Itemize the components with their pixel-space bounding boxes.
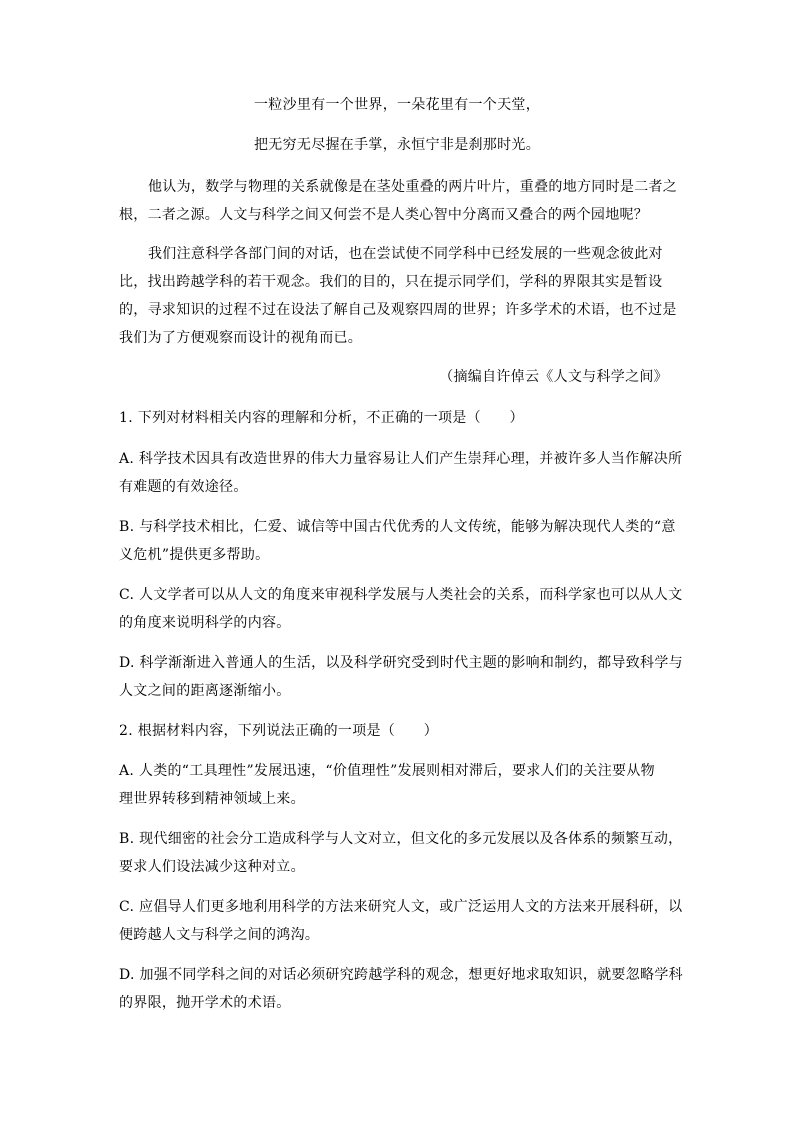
question-1-stem: 1. 下列对材料相关内容的理解和分析，不正确的一项是（ ） [119,410,524,426]
question-1-option-b-line-2: 义危机”提供更多帮助。 [119,547,270,563]
paragraph-2-line-2: 比，找出跨越学科的若干观念。我们的目的，只在提示同学们，学科的界限其实是暂设 [119,274,663,290]
paragraph-1-line-2: 根，二者之源。人文与科学之间又何尝不是人类心智中分离而又叠合的两个园地呢？ [119,207,649,223]
question-1-option-a-line-1: A. 科学技术因具有改造世界的伟大力量容易让人们产生崇拜心理，并被许多人当作解决所 [119,451,683,467]
source-citation: （摘编自许倬云《人文与科学之间》 [439,369,668,385]
question-2-option-d-line-2: 的界限，抛开学术的术语。 [119,995,291,1011]
question-2-option-c-line-1: C. 应倡导人们更多地利用科学的方法来研究人文，或广泛运用人文的方法来开展科研，以 [119,899,683,915]
question-2-option-c-line-2: 便跨越人文与科学之间的鸿沟。 [119,927,320,943]
question-2-stem: 2. 根据材料内容，下列说法正确的一项是（ ） [119,723,439,739]
question-2-option-a-line-2: 理世界转移到精神领域上来。 [119,791,305,807]
question-1-option-c-line-2: 的角度来说明科学的内容。 [119,615,291,631]
paragraph-2-line-3: 的，寻求知识的过程不过在设法了解自己及观察四周的世界；许多学术的术语，也不过是 [119,302,677,318]
poem-line-2: 把无穷无尽握在手掌，永恒宁非是刹那时光。 [254,137,540,153]
question-1-option-d-line-1: D. 科学渐渐进入普通人的生活，以及科学研究受到时代主题的影响和制约，都导致科学与 [119,655,683,671]
question-2-option-d-line-1: D. 加强不同学科之间的对话必须研究跨越学科的观念，想更好地求取知识，就要忽略学科 [119,967,683,983]
paragraph-1-line-1: 他认为，数学与物理的关系就像是在茎处重叠的两片叶片，重叠的地方同时是二者之 [148,179,678,195]
question-1-option-b-line-1: B. 与科学技术相比，仁爱、诚信等中国古代优秀的人文传统，能够为解决现代人类的“意 [119,519,676,535]
question-1-option-a-line-2: 有难题的有效途径。 [119,479,248,495]
question-2-option-b-line-2: 要求人们设法减少这种对立。 [119,859,305,875]
question-2-option-b-line-1: B. 现代细密的社会分工造成科学与人文对立，但文化的多元发展以及各体系的频繁互动， [119,831,683,847]
question-1-option-c-line-1: C. 人文学者可以从人文的角度来审视科学发展与人类社会的关系，而科学家也可以从人文 [119,587,683,603]
paragraph-2-line-1: 我们注意科学各部门间的对话，也在尝试使不同学科中已经发展的一些观念彼此对 [148,246,663,262]
question-1-option-d-line-2: 人文之间的距离逐渐缩小。 [119,683,291,699]
paragraph-2-line-4: 我们为了方便观察而设计的视角而已。 [119,330,363,346]
poem-line-1: 一粒沙里有一个世界，一朵花里有一个天堂， [254,97,540,113]
question-2-option-a-line-1: A. 人类的“工具理性”发展迅速，“价值理性”发展则相对滞后，要求人们的关注要从物 [119,763,655,779]
